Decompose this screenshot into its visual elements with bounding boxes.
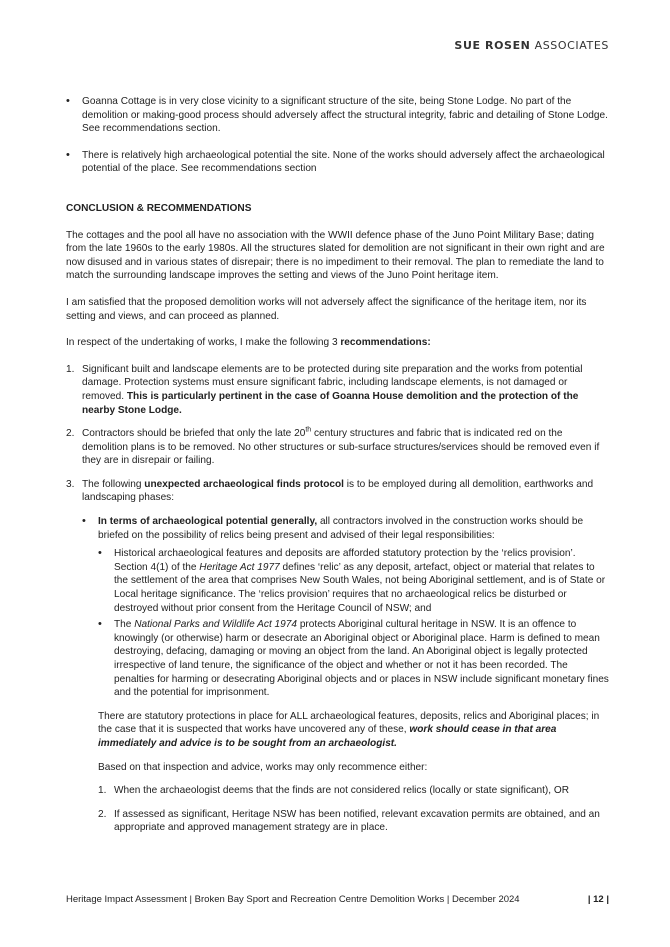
paragraph-satisfied: I am satisfied that the proposed demolition works will not adversely affect the significance of the heritage item, nor its setting and views, and can proceed as planned. xyxy=(66,296,587,322)
statutory-protections: There are statutory protections in place for ALL archaeological features, deposits, relics and Aboriginal places; in the case that it is suspected that works have uncovered any of these, work should cease in that area immediately and advice is to be sought from an archaeologist. xyxy=(98,710,600,749)
brand-name-bold: SUE ROSEN xyxy=(454,39,531,52)
section-heading: CONCLUSION & RECOMMENDATIONS xyxy=(66,202,252,214)
page-footer xyxy=(66,893,609,907)
option-1: 1. When the archaeologist deems that the finds are not considered relics (locally or state significant), OR xyxy=(98,785,570,797)
footer-text: Heritage Impact Assessment | Broken Bay Sport and Recreation Centre Demolition Works | December 2024 xyxy=(66,894,520,905)
recommendation-3: 3. The following unexpected archaeological finds protocol is to be employed during all demolition, earthworks and landscaping phases: xyxy=(66,478,594,504)
recommendation-2: 2. Contractors should be briefed that only the late 20th century structures and fabric that is indicated red on the demolition plans is to be removed. No other structures or sub-surface structures/services should be removed even if they are in disrepair or failing. xyxy=(66,426,600,467)
paragraph-context: The cottages and the pool all have no association with the WWII defence phase of the Juno Point Military Base; dating from the late 1960s to the early 1980s. All the structures slated for demolition are not significant in their own right and are now disused and in various states of disrepair; there is no impediment to their removal. The plan to remediate the land to match the surrounding landscape improves the setting and views of the Juno Point heritage item. xyxy=(66,229,605,282)
recommendation-1: 1. Significant built and landscape elements are to be protected during site preparation and the works from potential damage. Protection systems must ensure significant fabric, including landscape elements, is not damaged or removed. This is particularly pertinent in the case of Goanna House demolition and the protection of the nearby Stone Lodge. xyxy=(66,363,583,416)
company-brand xyxy=(454,39,609,53)
page-number: | 12 | xyxy=(587,894,609,905)
brand-name-rest: ASSOCIATES xyxy=(534,39,609,52)
option-2: 2. If assessed as significant, Heritage NSW has been notified, relevant excavation permits are obtained, and an appropriate and approved management strategy are in place. xyxy=(98,808,600,834)
npw-act-bullet: • The National Parks and Wildlife Act 1974 protects Aboriginal cultural heritage in NSW. It is an offence to knowingly (or otherwise) harm or desecrate an Aboriginal object or Aboriginal place. Harm is defined to mean destroying, defacing, damaging or moving an object from the land. An Aboriginal object is legally protected irrespective of land tenure, the significance of the object and whether or not it has been recorded. The penalties for harming or desecrating Aboriginal objects and or places in NSW include significant monetary fines and the potential for imprisonment. xyxy=(98,618,609,700)
based-on-advice: Based on that inspection and advice, works may only recommence either: xyxy=(98,761,428,773)
intro-bullet-2: • There is relatively high archaeological potential the site. None of the works should adversely affect the archaeological potential of the place. See recommendations section xyxy=(66,149,609,176)
recommendations-intro: In respect of the undertaking of works, I make the following 3 recommendations: xyxy=(66,337,431,349)
archaeological-potential-bullet: • In terms of archaeological potential generally, all contractors involved in the construction works should be briefed on the possibility of relics being present and advised of their legal responsibilities: xyxy=(82,515,609,542)
intro-bullet-1: • Goanna Cottage is in very close vicinity to a significant structure of the site, being Stone Lodge. No part of the demolition or making-good process should adversely affect the structural integrity, fabric and detailing of Stone Lodge. See recommendations section. xyxy=(66,95,609,136)
page-content xyxy=(66,95,609,835)
heritage-act-bullet: • Historical archaeological features and deposits are afforded statutory protection by the ‘relics provision’. Section 4(1) of the Heritage Act 1977 defines ‘relic’ as any deposit, artefact, object or material that relates to the settlement of the area that comprises New South Wales, not being Aboriginal settlement, and is of State or Local heritage significance. The ‘relics provision’ requires that no archaeological relics be disturbed or destroyed without prior consent from the Heritage Council of NSW; and xyxy=(98,547,609,615)
